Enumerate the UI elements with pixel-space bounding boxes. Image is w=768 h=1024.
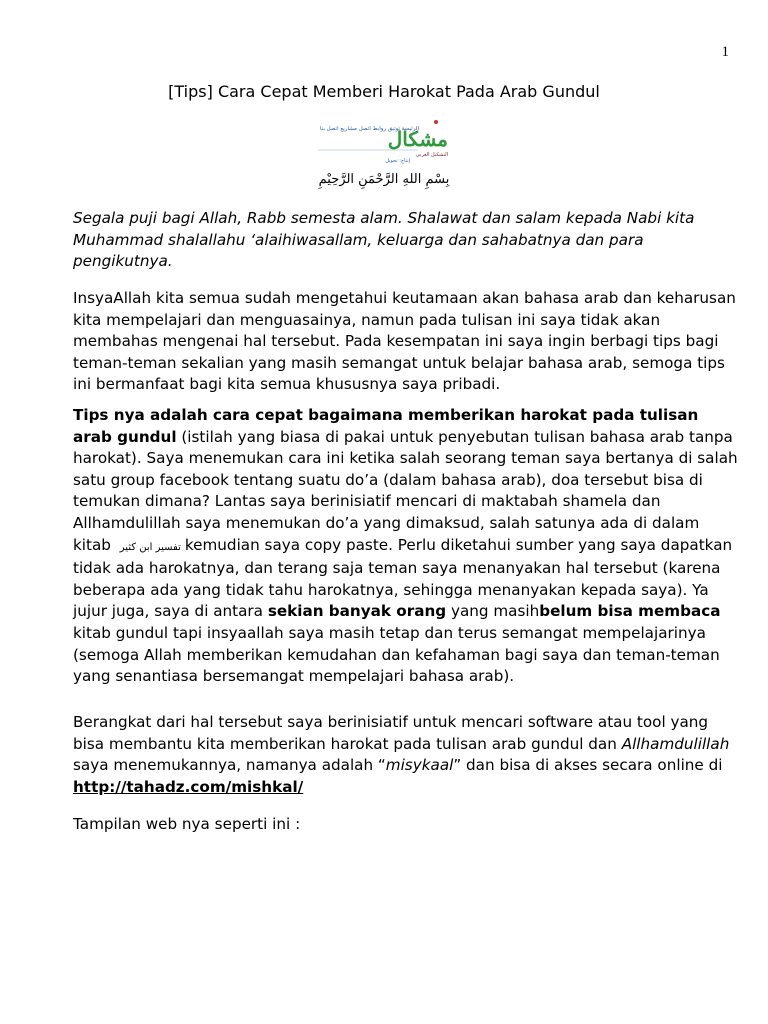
paragraph-1: InsyaAllah kita semua sudah mengetahui keutamaan akan bahasa arab dan keharusan kita mempelajari dan menguasainya, namun pada tulisan ini saya tidak akan membahas mengenai hal tersebut. Pada kesempatan ini saya ingin berbagi tips bagi teman-teman sekalian yang masih semangat untuk belajar bahasa arab, semoga tips ini bermanfaat bagi kita semua khususnya saya pribadi. bbox=[73, 289, 736, 394]
paragraph-2-text-a: (istilah yang biasa di pakai untuk penyebutan tulisan bahasa arab tanpa harokat). Saya menemukan cara ini ketika salah seorang teman saya bertanya di salah satu group facebook tentang suatu do’a (dalam bahasa arab), doa tersebut bisa di temukan dimana? Lantas saya berinisiatif mencari di maktabah shamela dan Allhamdulillah saya menemukan do’a yang dimaksud, salah satunya ada di dalam kitab bbox=[73, 427, 738, 554]
paragraph-3-text-b: saya menemukannya, namanya adalah “ bbox=[73, 756, 386, 775]
logo-dot-icon bbox=[434, 120, 438, 124]
mishkal-logo-image bbox=[318, 116, 450, 164]
logo-subtitle: التشكيل العربي bbox=[415, 152, 448, 158]
arabic-book-title: تفسير ابن كثير bbox=[119, 541, 181, 553]
logo-menu-text: الرئيسة توثيق روابط اتصل مشاريع اتصل بنا bbox=[320, 126, 420, 132]
paragraph-2-text-d: kitab gundul tapi insyaallah saya masih tetap dan terus semangat mempelajarinya (semoga Allah memberikan kemudahan dan kefahaman bagi saya dan teman-teman yang senantiasa bersemangat mempelajari bahasa arab). bbox=[73, 623, 720, 686]
basmala: بِسْمِ اللهِ الرَّحْمَنِ الرَّحِيْمِ bbox=[318, 172, 450, 187]
tips-bold-lead: Tips nya adalah cara cepat bagaimana memberikan harokat pada tulisan arab gundul bbox=[73, 406, 699, 446]
logo-credit: إنتاج: تحويل bbox=[385, 158, 410, 164]
bold-sekian: sekian banyak orang bbox=[267, 602, 447, 621]
mishkal-link[interactable]: http://tahadz.com/mishkal/ bbox=[73, 777, 304, 796]
paragraph-2-text-c: yang masih bbox=[446, 602, 540, 621]
paragraph-3-text-c: ” dan bisa di akses secara online di bbox=[453, 756, 723, 775]
document-title: [Tips] Cara Cepat Memberi Harokat Pada Arab Gundul bbox=[168, 82, 600, 101]
paragraph-3-text-a: Berangkat dari hal tersebut saya berinisiatif untuk mencari software atau tool yang bisa membantu kita memberikan harokat pada tulisan arab gundul dan bbox=[73, 713, 709, 753]
italic-allhamdulillah: Allhamdulillah bbox=[621, 734, 730, 753]
logo-wordmark: مشكال bbox=[387, 127, 448, 151]
intro-paragraph: Segala puji bagi Allah, Rabb semesta alam. Shalawat dan salam kepada Nabi kita Muhammad shalallahu ‘alaihiwasallam, keluarga dan sahabatnya dan para pengikutnya. bbox=[73, 209, 695, 271]
paragraph-2 bbox=[73, 405, 738, 688]
bold-belum-bisa: belum bisa membaca bbox=[539, 602, 721, 621]
italic-misykaal: misykaal bbox=[385, 756, 454, 775]
paragraph-3 bbox=[73, 712, 738, 798]
paragraph-2-text-b: kemudian saya copy paste. Perlu diketahui sumber yang saya dapatkan tidak ada harokatnya, dan terang saja teman saya menanyakan hal tersebut (karena beberapa ada yang tidak tahu harokatnya, sehingga menanyakan kepada saya). Ya jujur juga, saya di antara bbox=[73, 535, 733, 621]
paragraph-4: Tampilan web nya seperti ini : bbox=[73, 815, 301, 833]
page-number: 1 bbox=[721, 44, 729, 60]
